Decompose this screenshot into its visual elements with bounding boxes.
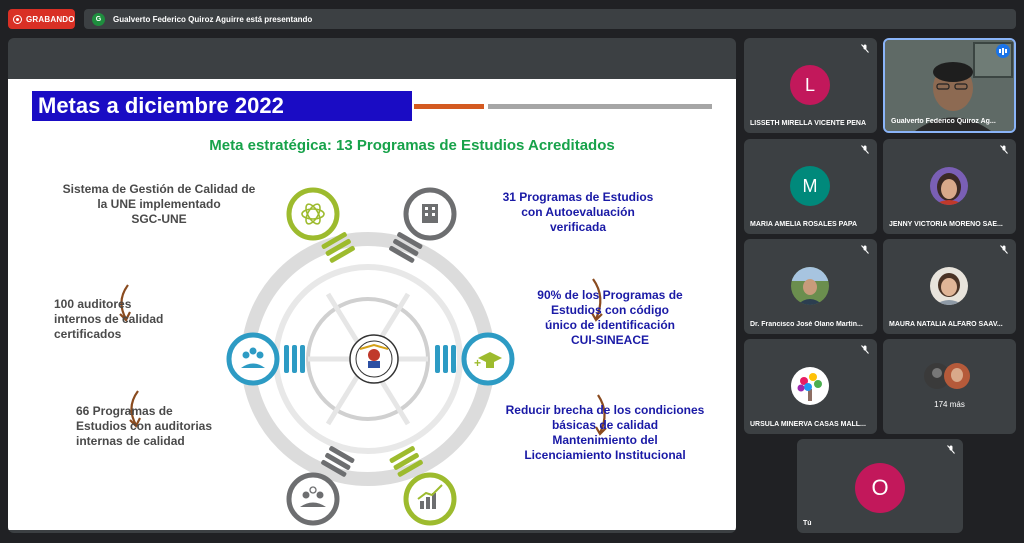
avatar: M (790, 166, 830, 206)
mic-off-icon (947, 445, 955, 454)
mic-off-icon (1000, 145, 1008, 154)
avatar (930, 167, 968, 205)
more-participants-tile[interactable] (883, 339, 1016, 434)
presentation-stage[interactable] (8, 38, 736, 533)
slide-title: Metas a diciembre 2022 (32, 91, 412, 121)
participant-tile[interactable] (744, 139, 877, 234)
participant-tile-active-speaker[interactable] (883, 38, 1016, 133)
people-bulb-icon (229, 335, 305, 383)
mic-off-icon (861, 245, 869, 254)
participant-name: JENNY VICTORIA MORENO SAE... (889, 221, 1003, 228)
participant-tile[interactable] (744, 339, 877, 434)
self-tile[interactable] (797, 439, 963, 533)
mic-off-icon (861, 44, 869, 53)
others-avatars (923, 361, 975, 391)
goal-left-2: 100 auditores internos de calidad certificados (54, 297, 164, 341)
recording-badge[interactable] (8, 9, 75, 29)
avatar (791, 367, 829, 405)
participant-name: Gualverto Federico Quiroz Ag... (891, 118, 996, 125)
mic-off-icon (861, 145, 869, 154)
university-seal-icon (350, 335, 398, 383)
participant-name: MAURA NATALIA ALFARO SAAV... (889, 321, 1003, 328)
participant-name: MARIA AMELIA ROSALES PAPA (750, 221, 858, 228)
goal-left-1: Sistema de Gestión de Calidad de la UNE implementado SGC-UNE (62, 182, 256, 226)
mic-off-icon (1000, 245, 1008, 254)
presenter-text: Gualverto Federico Quiroz Aguirre está presentando (113, 14, 313, 24)
avatar (930, 267, 968, 305)
goal-right-3: Reducir brecha de los condiciones básicas de calidad Mantenimiento del Licenciamiento Institucional (505, 403, 705, 462)
participant-name: Tú (803, 520, 812, 527)
goal-right-1: 31 Programas de Estudios con Autoevaluación verificada (502, 190, 654, 234)
participant-tile[interactable] (744, 239, 877, 334)
mic-off-icon (861, 345, 869, 354)
slide (8, 79, 736, 530)
avatar (791, 267, 829, 305)
participant-tile[interactable] (744, 38, 877, 133)
graduation-bulb-icon (435, 335, 512, 383)
goal-left-3: 66 Programas de Estudios con auditorias internas de calidad (76, 404, 213, 448)
record-icon (13, 15, 22, 24)
recording-label: GRABANDO (26, 14, 75, 24)
speaking-indicator-icon (996, 44, 1010, 58)
avatar: O (855, 463, 905, 513)
participant-name: Dr. Francisco José Olano Martín... (750, 321, 863, 328)
more-participants-label: 174 más (934, 400, 965, 409)
goal-right-2: 90% de los Programas de Estudios con código único de identificación CUI-SINEACE (537, 288, 683, 347)
participant-tile[interactable] (883, 139, 1016, 234)
svg-text:+: + (474, 356, 482, 370)
presenter-banner (84, 9, 1016, 29)
participant-name: URSULA MINERVA CASAS MALL... (750, 421, 866, 428)
presenter-avatar: G (92, 13, 105, 26)
participant-name: LISSETH MIRELLA VICENTE PEÑA (750, 120, 867, 127)
participant-tile[interactable] (883, 239, 1016, 334)
avatar: L (790, 65, 830, 105)
slide-subtitle: Meta estratégica: 13 Programas de Estudios Acreditados (209, 137, 615, 154)
